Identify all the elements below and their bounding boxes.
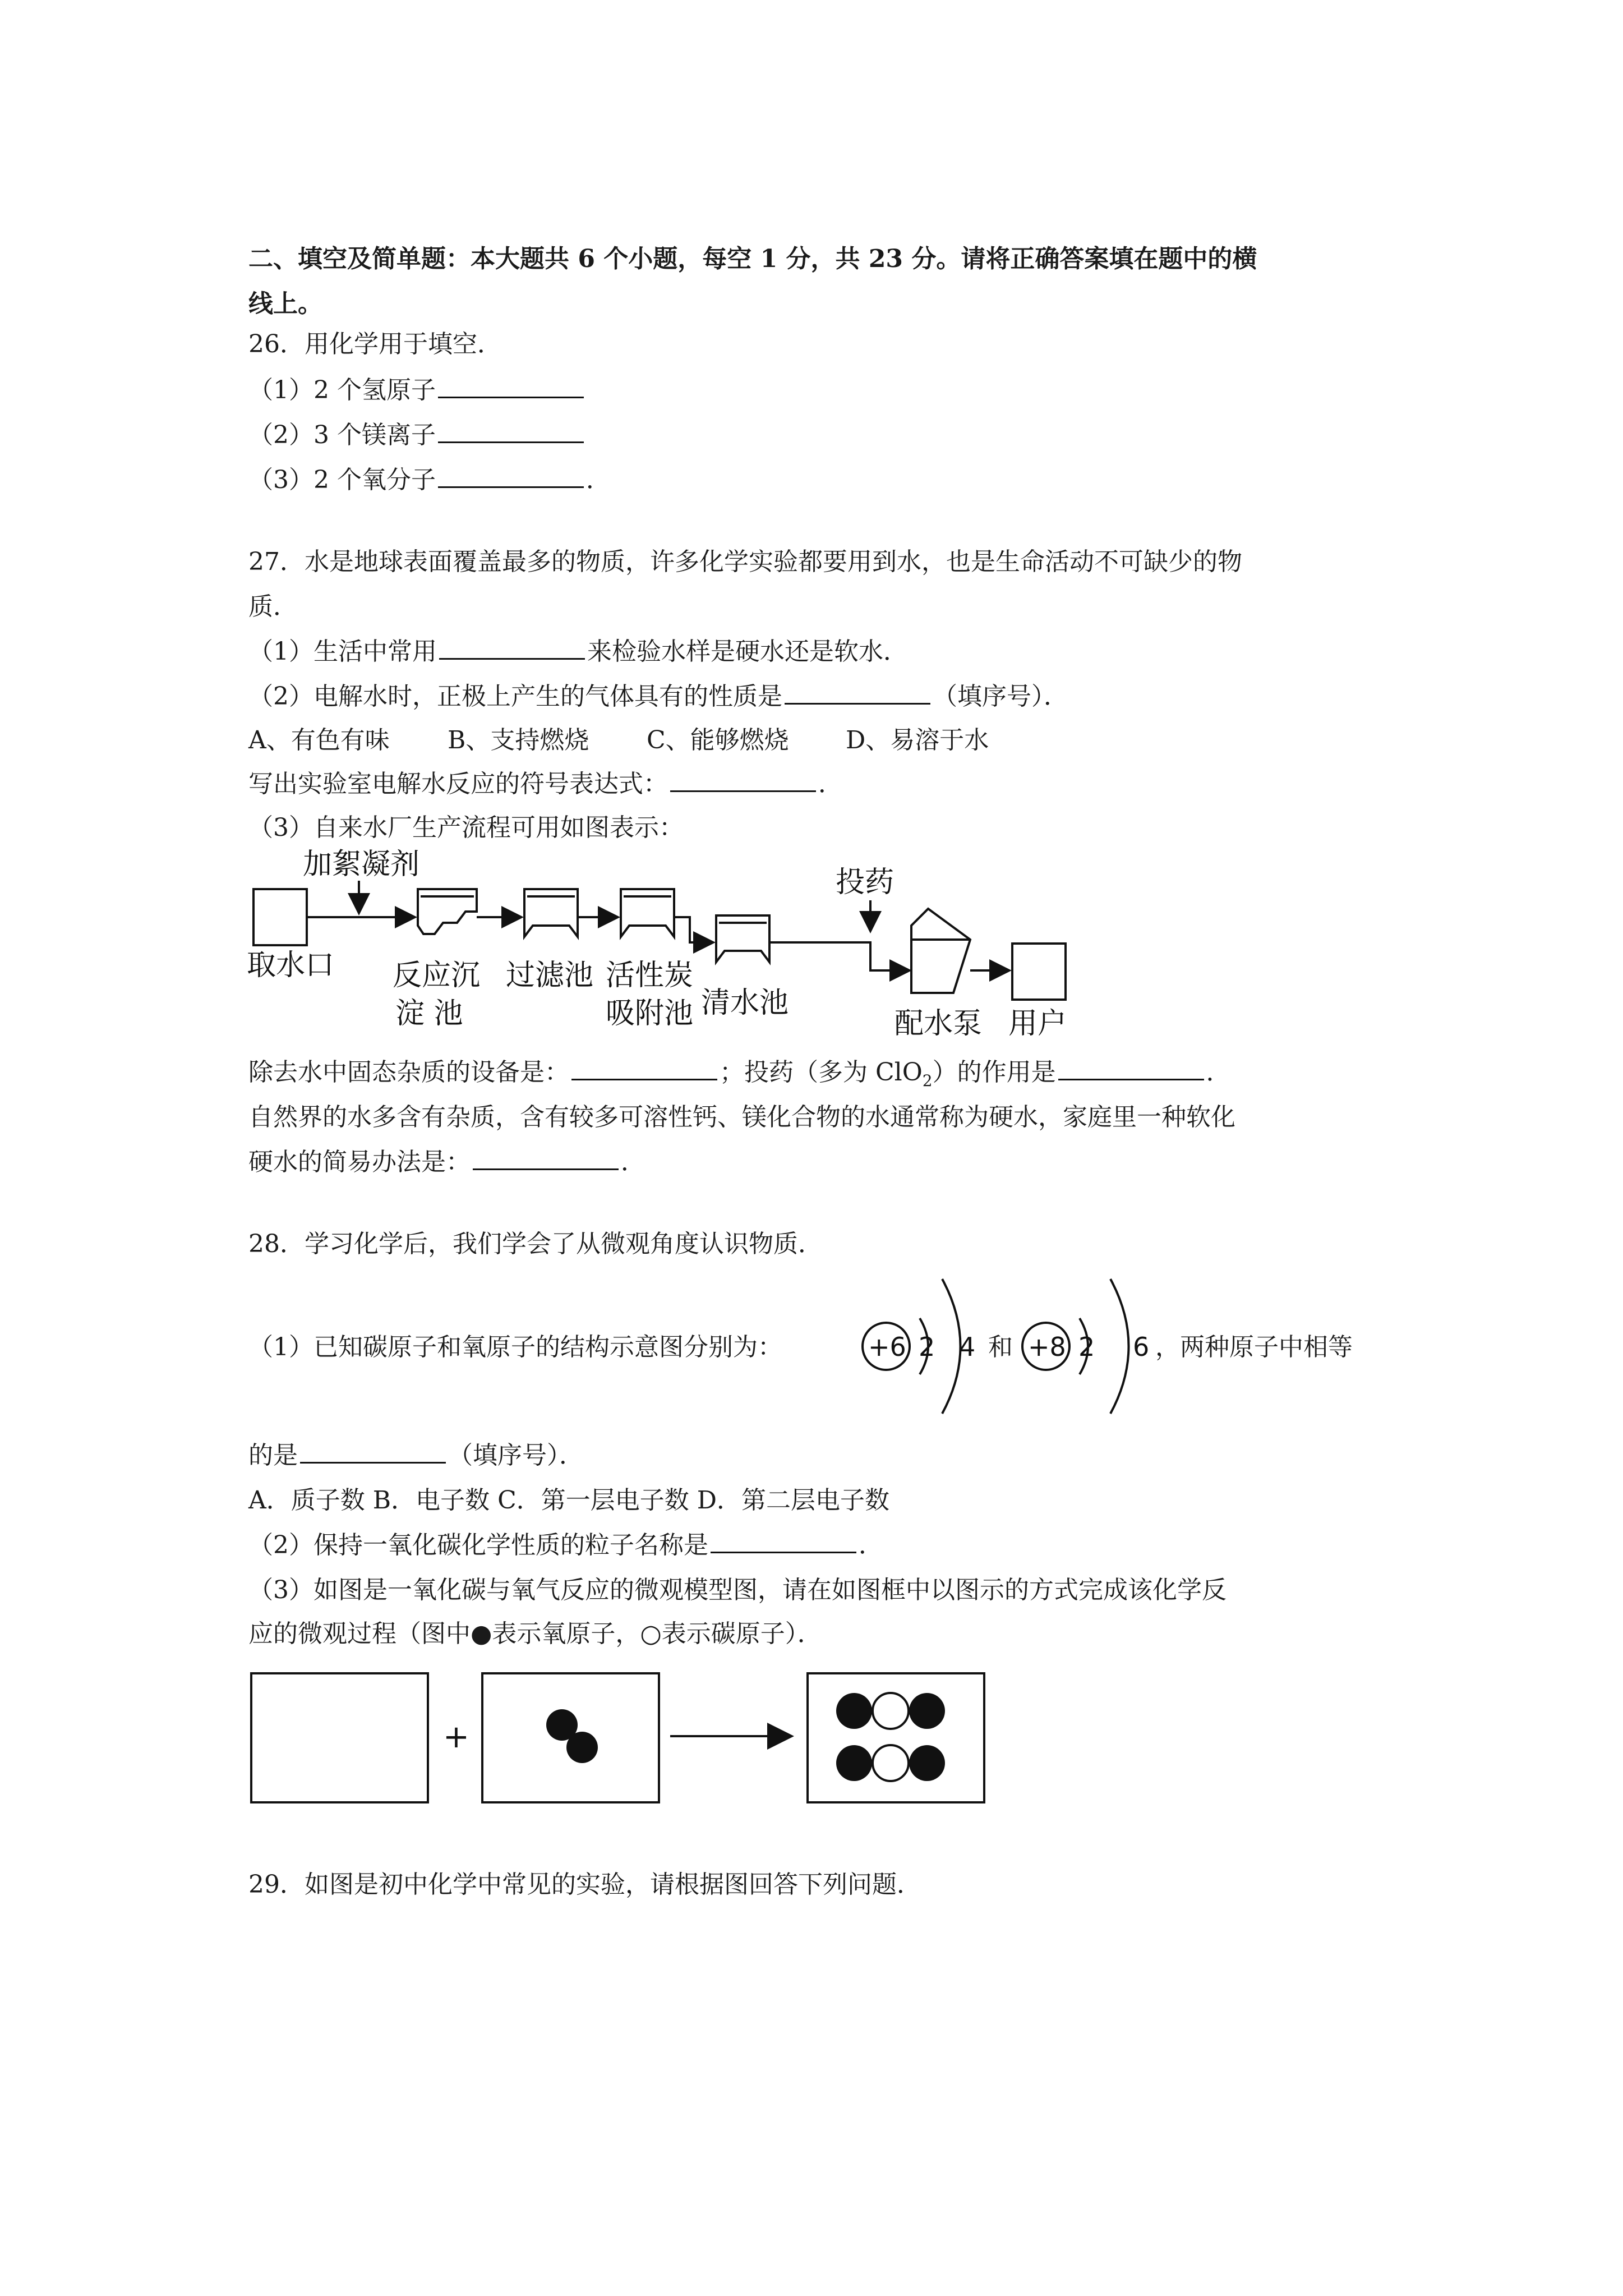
section-heading-line2: 线上。 — [248, 289, 322, 318]
q28-part2-end: ． — [859, 1531, 883, 1559]
q27-after-text-b: ；投药（多为 ClO — [720, 1058, 923, 1087]
flow-intake-box — [253, 889, 307, 945]
q26-part2-text: （2）3 个镁离子 — [248, 421, 436, 449]
oxygen-shell1-count: 2 — [1078, 1332, 1095, 1362]
q26-part3-blank[interactable] — [438, 467, 584, 488]
section-heading-line1: 二、填空及简单题：本大题共 6 个小题，每空 1 分，共 23 分。请将正确答案填在题中的横 — [248, 245, 1257, 273]
flow-pump-label: 配水泵 — [895, 1007, 983, 1041]
q28-part1-a: （1）已知碳原子和氧原子的结构示意图分别为： — [248, 1333, 782, 1361]
oxygen-nucleus-charge: +8 — [1028, 1332, 1066, 1362]
q28-part1-b: ，两种原子中相等 — [1155, 1333, 1353, 1361]
flow-settling-label-2: 淀 池 — [395, 997, 463, 1030]
q26-stem: 26．用化学用于填空． — [248, 330, 502, 358]
carbon-atom-structure — [858, 1273, 993, 1419]
carbon-nucleus-charge: +6 — [868, 1332, 906, 1362]
flow-arrow-4 — [674, 917, 713, 942]
q27-hard-water-end: ． — [621, 1148, 645, 1176]
q27-part2-text-b: （填序号）． — [933, 682, 1068, 711]
q26-part1-blank[interactable] — [438, 378, 584, 398]
q28-part3-line1: （3）如图是一氧化碳与氧气反应的微观模型图，请在如图框中以图示的方式完成该化学反 — [248, 1576, 1227, 1604]
q26-part3-end: ． — [585, 466, 611, 494]
q27-option-b: B、支持燃烧 — [448, 726, 589, 754]
q27-hard-water-line2 — [248, 1145, 645, 1179]
carbon-shell1-count: 2 — [919, 1332, 935, 1362]
oxygen-atom-structure — [1018, 1273, 1158, 1419]
q27-stem-line1: 27．水是地球表面覆盖最多的物质，许多化学实验都要用到水，也是生命活动不可缺少的物 — [248, 547, 1242, 576]
q28-options: A．质子数 B．电子数 C．第一层电子数 D．第二层电子数 — [248, 1486, 890, 1515]
flow-intake-label: 取水口 — [247, 949, 335, 982]
q28-part1-c — [248, 1439, 584, 1473]
q27-after-diagram — [248, 1056, 1231, 1098]
q27-part1-blank[interactable] — [439, 639, 585, 660]
q27-equation-end: ． — [818, 770, 843, 798]
reactant-blank-box[interactable] — [251, 1673, 428, 1802]
q27-stem-line2: 质． — [248, 592, 298, 621]
flow-arrow-5 — [769, 942, 910, 970]
flow-filter-label: 过滤池 — [506, 959, 594, 992]
q27-part2-text-a: （2）电解水时，正极上产生的气体具有的性质是 — [248, 682, 782, 711]
water-treatment-flow-diagram — [247, 841, 1077, 1055]
q26-part2 — [248, 418, 586, 452]
flow-coagulant-label: 加絮凝剂 — [303, 848, 420, 881]
q27-part2-blank[interactable] — [785, 684, 930, 705]
q27-dose-purpose-blank[interactable] — [1058, 1060, 1204, 1080]
q26-part1-text: （1）2 个氢原子 — [248, 376, 436, 404]
oxygen-shell2-count: 6 — [1133, 1332, 1150, 1362]
co2-2-oxygen-left — [836, 1745, 872, 1781]
q28-part2-blank[interactable] — [711, 1533, 856, 1553]
carbon-shell2-arc — [942, 1279, 961, 1414]
q27-part1 — [248, 635, 908, 669]
reaction-plus-sign: + — [443, 1719, 469, 1755]
co2-1-oxygen-left — [836, 1693, 872, 1729]
q28-part3-line2: 应的微观过程（图中●表示氧原子，○表示碳原子）． — [248, 1619, 822, 1648]
q27-equation-text: 写出实验室电解水反应的符号表达式： — [248, 770, 668, 798]
q27-option-a: A、有色有味 — [248, 726, 390, 754]
q28-part2 — [248, 1529, 883, 1562]
co2-2-oxygen-right — [909, 1745, 945, 1781]
q27-options — [248, 724, 1045, 757]
q26-part3-text: （3）2 个氧分子 — [248, 466, 436, 494]
carbon-shell2-count: 4 — [959, 1332, 976, 1362]
q27-hard-water-text: 硬水的简易办法是： — [248, 1148, 471, 1176]
q27-after-text-d: ． — [1206, 1058, 1231, 1087]
q28-part1-d-text: （填序号）． — [448, 1441, 584, 1470]
q27-after-text-c: ）的作用是 — [932, 1058, 1056, 1087]
q27-after-subscript: 2 — [922, 1071, 933, 1090]
q28-part2-text: （2）保持一氧化碳化学性质的粒子名称是 — [248, 1531, 708, 1559]
flow-settling-label-1: 反应沉 — [393, 959, 481, 992]
q27-equation — [248, 767, 843, 801]
co-oxygen-reaction-diagram — [247, 1669, 998, 1815]
co2-1-carbon — [873, 1693, 909, 1729]
q27-part3: （3）自来水厂生产流程可用如图表示： — [248, 813, 684, 842]
oxygen-shell2-arc — [1110, 1279, 1129, 1414]
q27-hard-water-line1: 自然界的水多含有杂质，含有较多可溶性钙、镁化合物的水通常称为硬水，家庭里一种软化 — [248, 1103, 1235, 1131]
q27-option-d: D、易溶于水 — [846, 726, 989, 754]
q29-stem: 29．如图是初中化学中常见的实验，请根据图回答下列问题． — [248, 1870, 921, 1899]
q26-part1 — [248, 374, 586, 407]
q27-after-text-a: 除去水中固态杂质的设备是： — [248, 1058, 569, 1087]
q27-equation-blank[interactable] — [670, 771, 816, 792]
q27-part2 — [248, 680, 1068, 714]
q26-part3 — [248, 463, 611, 497]
q27-part1-text-b: 来检验水样是硬水还是软水． — [587, 637, 908, 666]
flow-carbon-label-2: 吸附池 — [606, 997, 694, 1030]
flow-user-label: 用户 — [1008, 1007, 1067, 1041]
q26-part2-blank[interactable] — [438, 422, 584, 443]
q28-part1-c-text: 的是 — [248, 1441, 298, 1470]
q27-option-c: C、能够燃烧 — [647, 726, 789, 754]
q28-part1-blank[interactable] — [300, 1443, 446, 1464]
oxygen-atom-2 — [566, 1732, 598, 1763]
flow-dose-label: 投药 — [836, 866, 895, 899]
co2-2-carbon — [873, 1745, 909, 1781]
q27-equipment-blank[interactable] — [571, 1060, 717, 1080]
flow-clear-label: 清水池 — [701, 986, 789, 1020]
q27-part1-text-a: （1）生活中常用 — [248, 637, 437, 666]
flow-user-box — [1012, 944, 1066, 1000]
q27-soften-blank[interactable] — [473, 1149, 619, 1170]
q28-stem: 28．学习化学后，我们学会了从微观角度认识物质． — [248, 1230, 823, 1258]
flow-pump — [911, 909, 970, 993]
q28-and: 和 — [988, 1333, 1013, 1361]
flow-carbon-label-1: 活性炭 — [606, 959, 694, 992]
co2-1-oxygen-right — [909, 1693, 945, 1729]
